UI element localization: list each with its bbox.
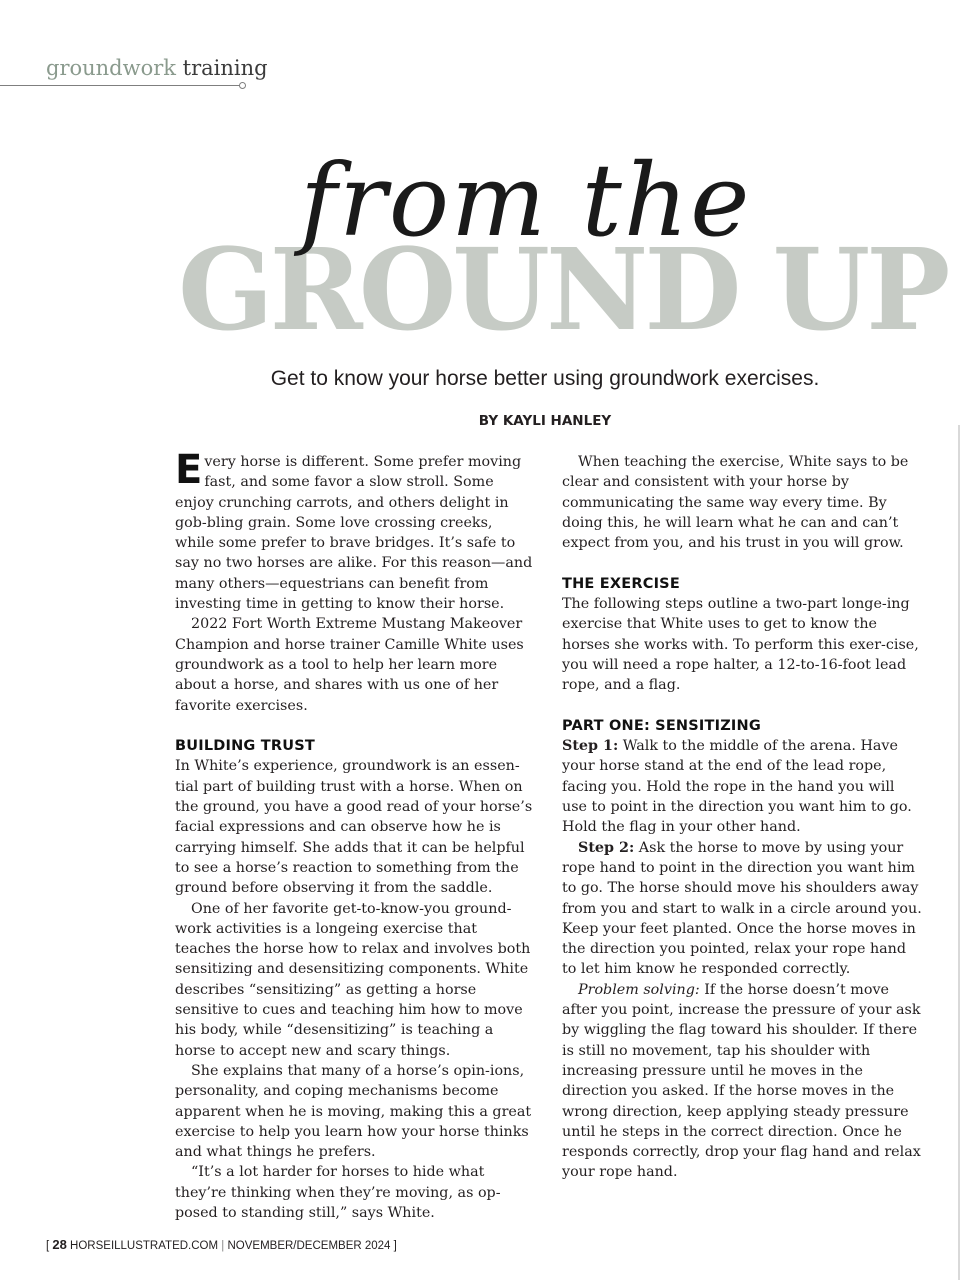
step-1-label: Step 1: [562, 738, 619, 755]
body-paragraph: 2022 Fort Worth Extreme Mustang Makeover Champion and horse trainer Camille White uses groundwork as a tool to help her learn more about a horse, and shares with us one of her favorite exercises. [175, 616, 524, 714]
problem-solving-text: If the horse doesn’t move after you point, increase the pressure of your ask by wiggling the flag toward his shoulder. If there is still no movement, tap his shoulder with increasing pressure until he moves in the direction you asked. If the horse moves in the wrong direction, keep applying steady pressure until he steps in the correct direction. Once he responds correctly, drop your flag hand and relax your rope hand. [562, 981, 921, 1181]
left-column [175, 447, 535, 1223]
headline-main: GROUND UP [178, 225, 947, 356]
subhead-building-trust: BUILDING TRUST [175, 738, 315, 755]
subhead-the-exercise: THE EXERCISE [562, 575, 680, 592]
problem-solving-label: Problem solving: [578, 981, 700, 998]
step-2-paragraph [562, 838, 922, 980]
headline-script: from the [300, 142, 752, 259]
section-tag-rule [0, 85, 240, 86]
body-paragraph: The following steps outline a two-part longe-ing exercise that White uses to get to know the horses she works with. To perform this exer-cise, you will need a rope halter, a 12-to-16-foot lead rope, and a flag. [562, 596, 919, 694]
body-paragraph: She explains that many of a horse’s opin-ions, personality, and coping mechanisms become apparent when he is moving, making this a great exercise to help you learn how your horse thinks and what things he prefers. [175, 1062, 532, 1161]
right-column [562, 452, 922, 1183]
body-paragraph: In White’s experience, groundwork is an essen-tial part of building trust with a horse. When on the ground, you have a good read of your horse’s facial expressions and can observe how he is carrying himself. She adds that it can be helpful to see a horse’s reaction to something from the ground before observing it from the saddle. [175, 758, 533, 897]
step-2-label: Step 2: [578, 839, 635, 856]
step-1-text: Walk to the middle of the arena. Have your horse stand at the end of the lead rope, facing you. Hold the rope in the hand you will use to point in the direction you want him to go. Hold the flag in your other hand. [562, 738, 912, 836]
folio-site: HORSEILLUSTRATED.COM [66, 1240, 222, 1252]
folio-bracket-open: [ [46, 1240, 53, 1252]
section-tag-dot [239, 82, 246, 89]
subhead-part-one: PART ONE: SENSITIZING [562, 717, 761, 734]
quote-paragraph: “It’s a lot harder for horses to hide what they’re thinking when they’re moving, as op-posed to standing still,” says White. [175, 1164, 501, 1221]
body-paragraph: When teaching the exercise, White says to be clear and consistent with your horse by communicating the same way every time. By doing this, he will learn what he can and can’t expect from you, and his trust in you will grow. [562, 454, 909, 552]
article-dek: Get to know your horse better using groundwork exercises. [270, 367, 820, 390]
folio-divider: | [221, 1240, 225, 1252]
page-folio [46, 1237, 546, 1254]
body-paragraph: One of her favorite get-to-know-you ground-work activities is a longeing exercise that teaches the horse how to relax and involves both sensitizing and desensitizing components. White describes “sensitizing” as getting a horse sensitive to cues and teaching him how to move his body, while “desensitizing” is teaching a horse to accept new and scary things. [175, 900, 531, 1059]
section-tag-word-1: groundwork [46, 56, 176, 80]
byline: BY KAYLI HANLEY [478, 413, 612, 429]
section-tag [46, 54, 268, 82]
step-2-text: Ask the horse to move by using your rope hand to point in the direction you want him to go. The horse should move his shoulders away from you and start to walk in a circle around you. Keep your feet planted. Once the horse moves in the direction you pointed, relax your rope hand to let him know he responded correctly. [562, 839, 922, 978]
drop-cap: E [175, 447, 203, 493]
step-1-paragraph [562, 736, 922, 837]
section-tag-word-2: training [176, 56, 268, 80]
folio-bracket-close: ] [390, 1240, 397, 1252]
problem-solving-paragraph [562, 980, 922, 1183]
folio-issue: NOVEMBER/DECEMBER 2024 [224, 1240, 391, 1252]
intro-text: very horse is different. Some prefer moving fast, and some favor a slow stroll. Some enjoy crunching carrots, and others delight in gob-bling grain. Some love crossing creeks, while some prefer to brave bridges. It’s safe to say no two horses are alike. For this reason—and many others—equestrians can benefit from investing time in getting to know their horse. [175, 454, 533, 613]
intro-paragraph [175, 447, 535, 614]
page-number: 28 [52, 1237, 67, 1252]
